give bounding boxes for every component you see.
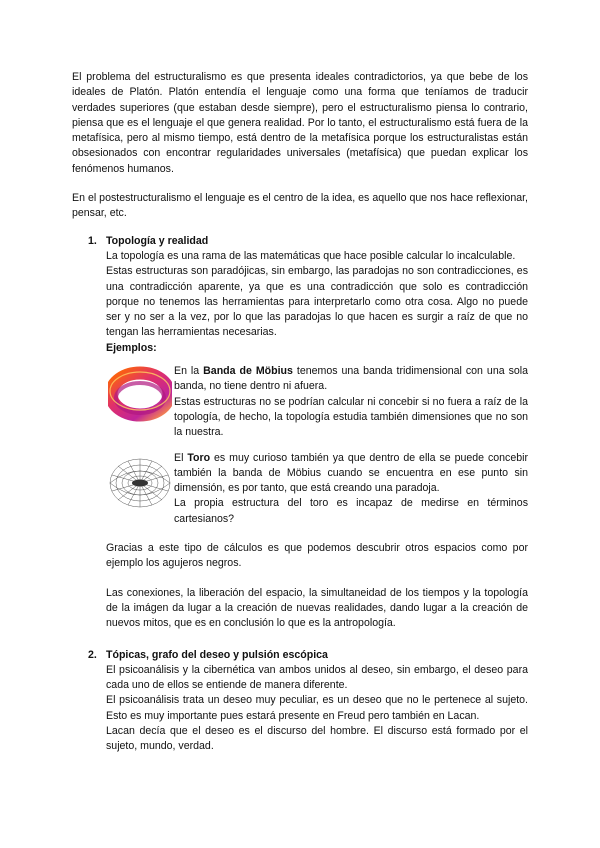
mobius-image [106,364,174,440]
example-toro [106,451,528,527]
section-heading [72,234,528,249]
topicas-paragraph-1: El psicoanálisis y la cibernética van ambos unidos al deseo, sin embargo, el deseo para cada uno de ellos se entiende de manera diferente. [106,663,528,692]
topicas-paragraph-2: El psicoanálisis trata un deseo muy peculiar, es un deseo que no le pertenece al sujeto. Esto es muy importante pues estará presente en Freud pero también en Lacan. [106,694,528,722]
topologia-paragraph-2: Estas estructuras son paradójicas, sin embargo, las paradojas no son contradicciones, es una contradicción aparente, ya que es una contradicción que solo es contradicción porque no tenemos las herramientas para interpretarlo como otra cosa. Algo no puede ser y no ser a la vez, por lo que las paradojas lo que hacen es surgir a raíz de que no tengan las herramientas necesarias. [106,265,528,339]
mobius-paragraph-1: En la Banda de Möbius tenemos una banda tridimensional con una sola banda, no tiene dentro ni afuera. [174,365,529,393]
topologia-paragraph-4: Las conexiones, la liberación del espacio, la simultaneidad de los tiempos y la topología de la imágen da lugar a la creación de nuevas realidades, dando lugar a la creación de nuevos mitos, que es en conclusión lo que es la antropología. [106,586,528,630]
section-heading [72,648,528,663]
intro-paragraph-2: En el postestructuralismo el lenguaje es el centro de la idea, es aquello que nos hace reflexionar, pensar, etc. [72,192,528,220]
toro-paragraph-1: El Toro es muy curioso también ya que dentro de ella se puede concebir también la banda de Möbius cuando se encuentra en ese punto sin dimensión, es por tanto, que está creando una paradoja. [174,451,528,495]
section-topicas [72,648,528,755]
example-mobius [106,364,528,440]
section-title: Tópicas, grafo del deseo y pulsión escópica [106,648,328,661]
document-page [72,70,528,755]
toro-paragraph-2: La propia estructura del toro es incapaz de medirse en términos cartesianos? [174,497,528,525]
section-title: Topología y realidad [106,234,209,247]
section-topologia [72,234,528,632]
toro-term: Toro [187,451,211,464]
topologia-paragraph-1: La topología es una rama de las matemáticas que hace posible calcular lo incalculable. [106,249,516,262]
torus-image [106,451,174,527]
topologia-paragraph-3: Gracias a este tipo de cálculos es que podemos descubrir otros espacios como por ejemplo los agujeros negros. [106,542,528,570]
mobius-paragraph-2: Estas estructuras no se podrían calcular ni concebir si no fuera a raíz de la topología, de hecho, la topología estudia también dimensiones que no son la nuestra. [174,395,528,439]
mobius-term: Banda de Möbius [203,365,293,378]
section-number: 2. [88,648,97,661]
intro-paragraph-1: El problema del estructuralismo es que presenta ideales contradictorios, ya que bebe de los ideales de Platón. Platón entendía el lenguaje como una forma que teníamos de traducir verdades superiores (que estaban desde siempre), pero el estructuralismo piensa lo contrario, piensa que es el lenguaje el que genera realidad. Por lo tanto, el estructuralismo está fuera de la metafísica, pero al mismo tiempo, está dentro de la metafísica porque los estructuralistas están obsesionados con encontrar regularidades universales (metafísica) que puedan explicar los fenómenos humanos. [72,71,528,175]
section-number: 1. [88,234,97,247]
examples-label: Ejemplos: [106,341,157,354]
topicas-paragraph-3: Lacan decía que el deseo es el discurso del hombre. El discurso está formado por el sujeto, mundo, verdad. [106,724,528,753]
